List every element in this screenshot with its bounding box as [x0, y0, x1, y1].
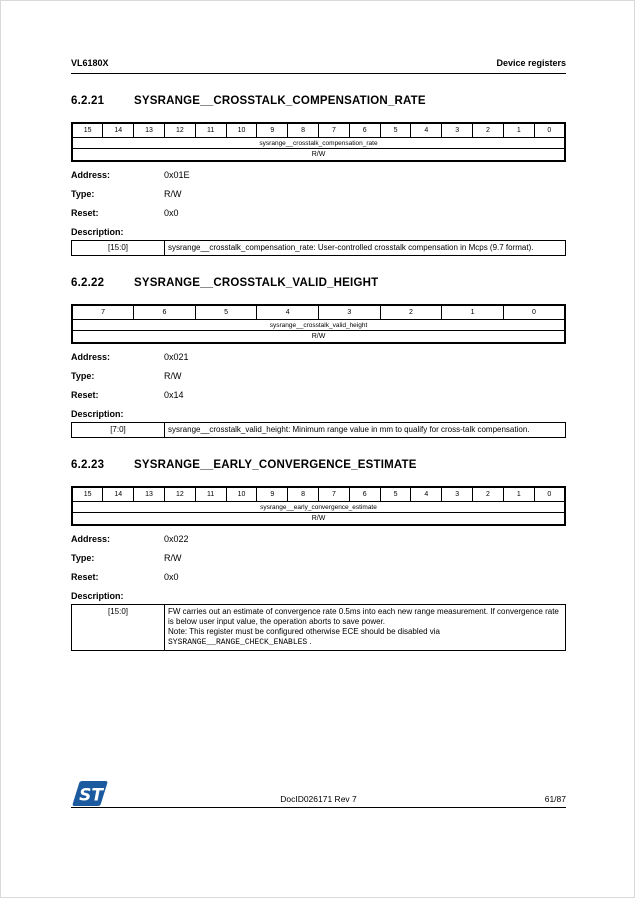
bit-cell: 2	[380, 305, 442, 320]
reset-label: Reset:	[71, 572, 99, 582]
bit-cell: 0	[503, 305, 565, 320]
type-label: Type:	[71, 189, 95, 199]
reset-row	[71, 390, 566, 401]
bit-cell: 9	[257, 123, 288, 138]
bit-cell: 11	[195, 123, 226, 138]
description-table	[71, 240, 566, 256]
bit-cell: 3	[319, 305, 381, 320]
field-name-row	[72, 502, 565, 513]
section-number: 6.2.23	[71, 459, 105, 471]
bit-cell: 7	[72, 305, 134, 320]
bit-cell: 6	[349, 123, 380, 138]
reset-value: 0x0	[164, 208, 179, 218]
description-text	[165, 605, 566, 651]
section-heading	[71, 277, 566, 289]
type-row	[71, 371, 566, 382]
code-suffix: .	[307, 637, 312, 646]
footer-logo-area	[71, 780, 151, 807]
page-footer	[71, 779, 566, 808]
address-value: 0x022	[164, 534, 189, 544]
bit-number-row	[72, 123, 565, 138]
description-text: sysrange__crosstalk_compensation_rate: User-controlled crosstalk compensation in Mcps (9.7 format).	[165, 241, 566, 256]
description-row	[72, 423, 566, 438]
register-field-name: sysrange__crosstalk_compensation_rate	[72, 138, 565, 149]
address-value: 0x01E	[164, 170, 190, 180]
bit-cell: 10	[226, 123, 257, 138]
address-label: Address:	[71, 534, 111, 544]
bit-cell: 8	[288, 123, 319, 138]
bit-number-row	[72, 305, 565, 320]
section-heading	[71, 459, 566, 471]
page-header	[71, 58, 566, 74]
bit-cell: 10	[226, 487, 257, 502]
register-field-name: sysrange__early_convergence_estimate	[72, 502, 565, 513]
bit-cell: 1	[442, 305, 504, 320]
description-bit-range: [15:0]	[72, 605, 165, 651]
bit-cell: 4	[257, 305, 319, 320]
bit-cell: 7	[319, 487, 350, 502]
type-label: Type:	[71, 553, 95, 563]
bit-cell: 3	[442, 123, 473, 138]
description-label: Description:	[71, 591, 124, 601]
type-value: R/W	[164, 553, 182, 563]
svg-text:ST: ST	[79, 785, 103, 806]
description-note-text: Note: This register must be configured otherwise ECE should be disabled via	[168, 627, 440, 636]
bit-cell: 13	[134, 487, 165, 502]
type-label: Type:	[71, 371, 95, 381]
access-row	[72, 331, 565, 344]
type-row	[71, 553, 566, 564]
description-code-line	[168, 637, 562, 648]
page-content	[71, 1, 566, 651]
type-value: R/W	[164, 189, 182, 199]
register-access: R/W	[72, 331, 565, 344]
description-label: Description:	[71, 409, 124, 419]
bit-cell: 6	[134, 305, 196, 320]
address-label: Address:	[71, 352, 111, 362]
reset-label: Reset:	[71, 390, 99, 400]
register-bit-table	[71, 486, 566, 526]
description-text: sysrange__crosstalk_valid_height: Minimum range value in mm to qualify for cross-talk compensation.	[165, 423, 566, 438]
description-row	[72, 605, 566, 651]
bit-cell: 8	[288, 487, 319, 502]
field-name-row	[72, 138, 565, 149]
type-row	[71, 189, 566, 200]
header-product-name: VL6180X	[71, 58, 109, 68]
description-bit-range: [7:0]	[72, 423, 165, 438]
bit-cell: 0	[534, 487, 565, 502]
section-title: SYSRANGE__CROSSTALK_VALID_HEIGHT	[134, 277, 379, 289]
header-chapter-title: Device registers	[496, 58, 566, 68]
description-table	[71, 604, 566, 651]
description-label: Description:	[71, 227, 124, 237]
bit-cell: 11	[195, 487, 226, 502]
bit-cell: 1	[503, 123, 534, 138]
description-row	[72, 241, 566, 256]
st-logo-icon	[71, 780, 109, 807]
access-row	[72, 513, 565, 526]
reset-label: Reset:	[71, 208, 99, 218]
address-row	[71, 534, 566, 545]
register-reference-code: SYSRANGE__RANGE_CHECK_ENABLES	[168, 638, 308, 647]
register-access: R/W	[72, 513, 565, 526]
bit-cell: 1	[503, 487, 534, 502]
section-number: 6.2.22	[71, 277, 105, 289]
bit-number-row	[72, 487, 565, 502]
section-title: SYSRANGE__EARLY_CONVERGENCE_ESTIMATE	[134, 459, 417, 471]
section-heading	[71, 95, 566, 107]
description-bit-range: [15:0]	[72, 241, 165, 256]
footer-page-number: 61/87	[544, 794, 566, 804]
register-access: R/W	[72, 149, 565, 162]
bit-cell: 5	[195, 305, 257, 320]
bit-cell: 6	[349, 487, 380, 502]
bit-cell: 0	[534, 123, 565, 138]
field-name-row	[72, 320, 565, 331]
footer-doc-id: DocID026171 Rev 7	[280, 794, 357, 804]
bit-cell: 14	[103, 123, 134, 138]
type-value: R/W	[164, 371, 182, 381]
section-number: 6.2.21	[71, 95, 105, 107]
reset-value: 0x0	[164, 572, 179, 582]
description-table	[71, 422, 566, 438]
bit-cell: 2	[473, 487, 504, 502]
bit-cell: 4	[411, 487, 442, 502]
bit-cell: 12	[164, 123, 195, 138]
bit-cell: 3	[442, 487, 473, 502]
address-value: 0x021	[164, 352, 189, 362]
address-row	[71, 170, 566, 181]
bit-cell: 5	[380, 123, 411, 138]
address-label: Address:	[71, 170, 111, 180]
bit-cell: 15	[72, 123, 103, 138]
reset-row	[71, 572, 566, 583]
register-bit-table	[71, 122, 566, 162]
bit-cell: 9	[257, 487, 288, 502]
description-main-text: FW carries out an estimate of convergence rate 0.5ms into each new range measurement. If convergence rate is below user input value, the operation aborts to save power.	[168, 607, 559, 626]
bit-cell: 15	[72, 487, 103, 502]
access-row	[72, 149, 565, 162]
reset-value: 0x14	[164, 390, 184, 400]
bit-cell: 13	[134, 123, 165, 138]
reset-row	[71, 208, 566, 219]
section-title: SYSRANGE__CROSSTALK_COMPENSATION_RATE	[134, 95, 426, 107]
bit-cell: 4	[411, 123, 442, 138]
bit-cell: 12	[164, 487, 195, 502]
bit-cell: 5	[380, 487, 411, 502]
register-field-name: sysrange__crosstalk_valid_height	[72, 320, 565, 331]
bit-cell: 2	[473, 123, 504, 138]
address-row	[71, 352, 566, 363]
bit-cell: 7	[319, 123, 350, 138]
bit-cell: 14	[103, 487, 134, 502]
register-bit-table	[71, 304, 566, 344]
